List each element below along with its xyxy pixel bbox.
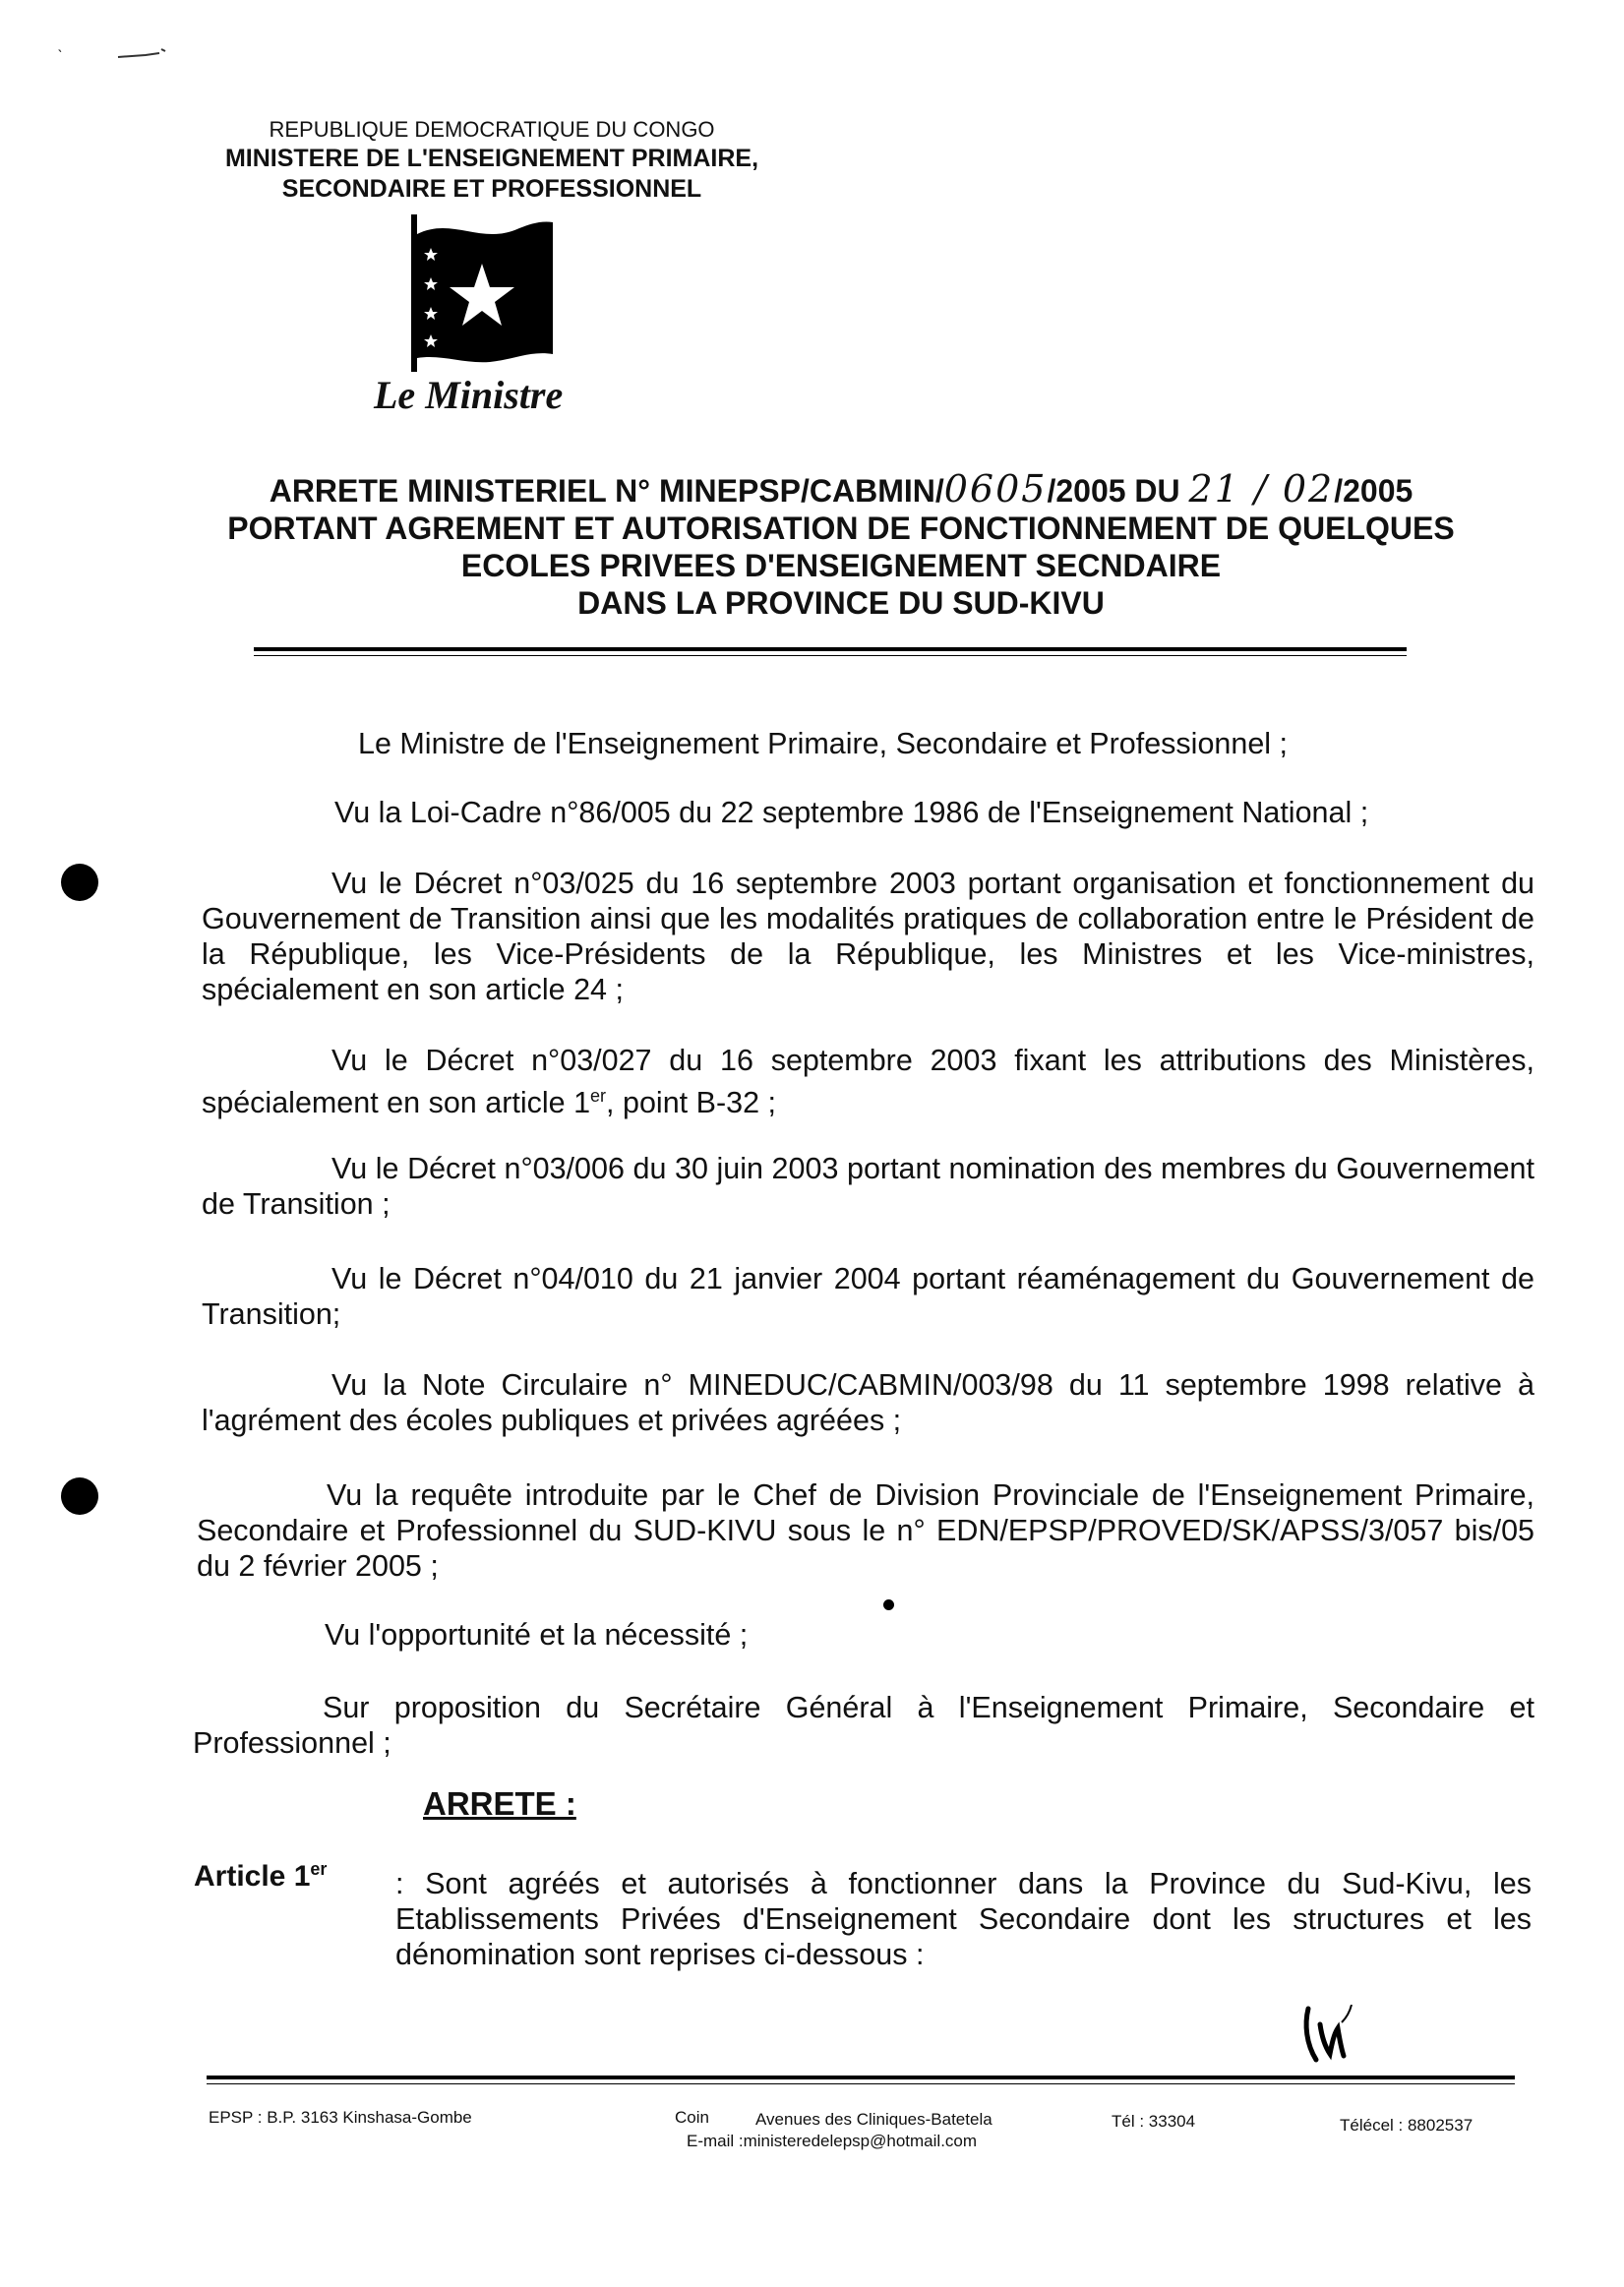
punch-hole [61, 864, 98, 901]
ministry-name-line2: SECONDAIRE ET PROFESSIONNEL [281, 175, 702, 203]
title-line1: ARRETE MINISTERIEL N° MINEPSP/CABMIN/0605/2005 DU 21 / 02/2005 [269, 467, 1413, 511]
footer-address: EPSP : B.P. 3163 Kinshasa-Gombe [209, 2108, 472, 2127]
footer-avenues: Avenues des Cliniques-Batetela [755, 2110, 992, 2129]
preamble-ministre: Le Ministre de l'Enseignement Primaire, Secondaire et Professionnel ; [358, 727, 1289, 760]
article-1-label: Article 1er [194, 1859, 328, 1893]
handwritten-number: 0605 [943, 467, 1048, 511]
visa-decret-03-025: Vu le Décret n°03/025 du 16 septembre 2003 portant organisation et fonctionnement du Gouvernement de Transition ainsi que les modalités pratiques de collaboration entre le Président de la République, les Vice-Présidents de la République, les Ministres et les Vice-ministres, spécialement en son article 24 ; [202, 867, 1534, 1006]
scan-artifact-mark: ˋ [57, 47, 63, 67]
document-title [157, 467, 1525, 622]
title-divider-thick [254, 647, 1407, 651]
minister-signature-title: Le Ministre [374, 373, 564, 417]
visa-decret-03-006: Vu le Décret n°03/006 du 30 juin 2003 portant nomination des membres du Gouvernement de Transition ; [202, 1152, 1534, 1221]
footer-coin: Coin [675, 2108, 709, 2127]
ministry-name-line1: MINISTERE DE L'ENSEIGNEMENT PRIMAIRE, [224, 145, 759, 172]
title-line4: DANS LA PROVINCE DU SUD-KIVU [577, 585, 1105, 621]
title-line2: PORTANT AGREMENT ET AUTORISATION DE FONCTIONNEMENT DE QUELQUES [227, 511, 1455, 546]
punch-hole [61, 1477, 98, 1515]
scan-artifact-stroke [116, 43, 175, 63]
footer-telecel: Télécel : 8802537 [1340, 2116, 1474, 2135]
visa-note-circulaire: Vu la Note Circulaire n° MINEDUC/CABMIN/003/98 du 11 septembre 1998 relative à l'agrément des écoles publiques et privées agréées ; [202, 1368, 1534, 1437]
handwritten-month: 02 [1282, 467, 1335, 511]
footer-divider-thin [207, 2083, 1515, 2084]
footer-divider-thick [207, 2076, 1515, 2079]
visa-decret-04-010: Vu le Décret n°04/010 du 21 janvier 2004 portant réaménagement du Gouvernement de Transition; [202, 1262, 1534, 1331]
visa-opportunite: Vu l'opportunité et la nécessité ; [325, 1618, 749, 1652]
article-1-text: : Sont agréés et autorisés à fonctionner dans la Province du Sud-Kivu, les Etablissements Privées d'Enseignement Secondaire dont les structures et les dénomination sont reprises ci-dessous : [395, 1867, 1532, 1971]
handwritten-initials [1279, 2005, 1367, 2078]
arrete-heading: ARRETE : [423, 1785, 576, 1822]
title-line3: ECOLES PRIVEES D'ENSEIGNEMENT SECNDAIRE [460, 548, 1222, 583]
republic-name: REPUBLIQUE DEMOCRATIQUE DU CONGO [269, 117, 715, 142]
footer-tel: Tél : 33304 [1112, 2112, 1196, 2131]
visa-loi-cadre: Vu la Loi-Cadre n°86/005 du 22 septembre 1986 de l'Enseignement National ; [334, 796, 1369, 829]
flag-emblem-icon [403, 207, 561, 379]
footer-email: E-mail :ministeredelepsp@hotmail.com [687, 2132, 978, 2150]
title-divider-thin [254, 655, 1407, 656]
sur-proposition: Sur proposition du Secrétaire Général à l'Enseignement Primaire, Secondaire et Professionnel ; [193, 1691, 1534, 1760]
letterhead [177, 116, 807, 205]
ink-speck [883, 1599, 894, 1610]
handwritten-day: 21 [1188, 467, 1240, 511]
visa-requete: Vu la requête introduite par le Chef de Division Provinciale de l'Enseignement Primaire, Secondaire et Professionnel du SUD-KIVU sous le n° EDN/EPSP/PROVED/SK/APSS/3/057 bis/05 du 2 février 2005 ; [197, 1478, 1534, 1583]
visa-decret-03-027: Vu le Décret n°03/027 du 16 septembre 2003 fixant les attributions des Ministères, spécialement en son article 1er, point B-32 ; [202, 1044, 1534, 1120]
